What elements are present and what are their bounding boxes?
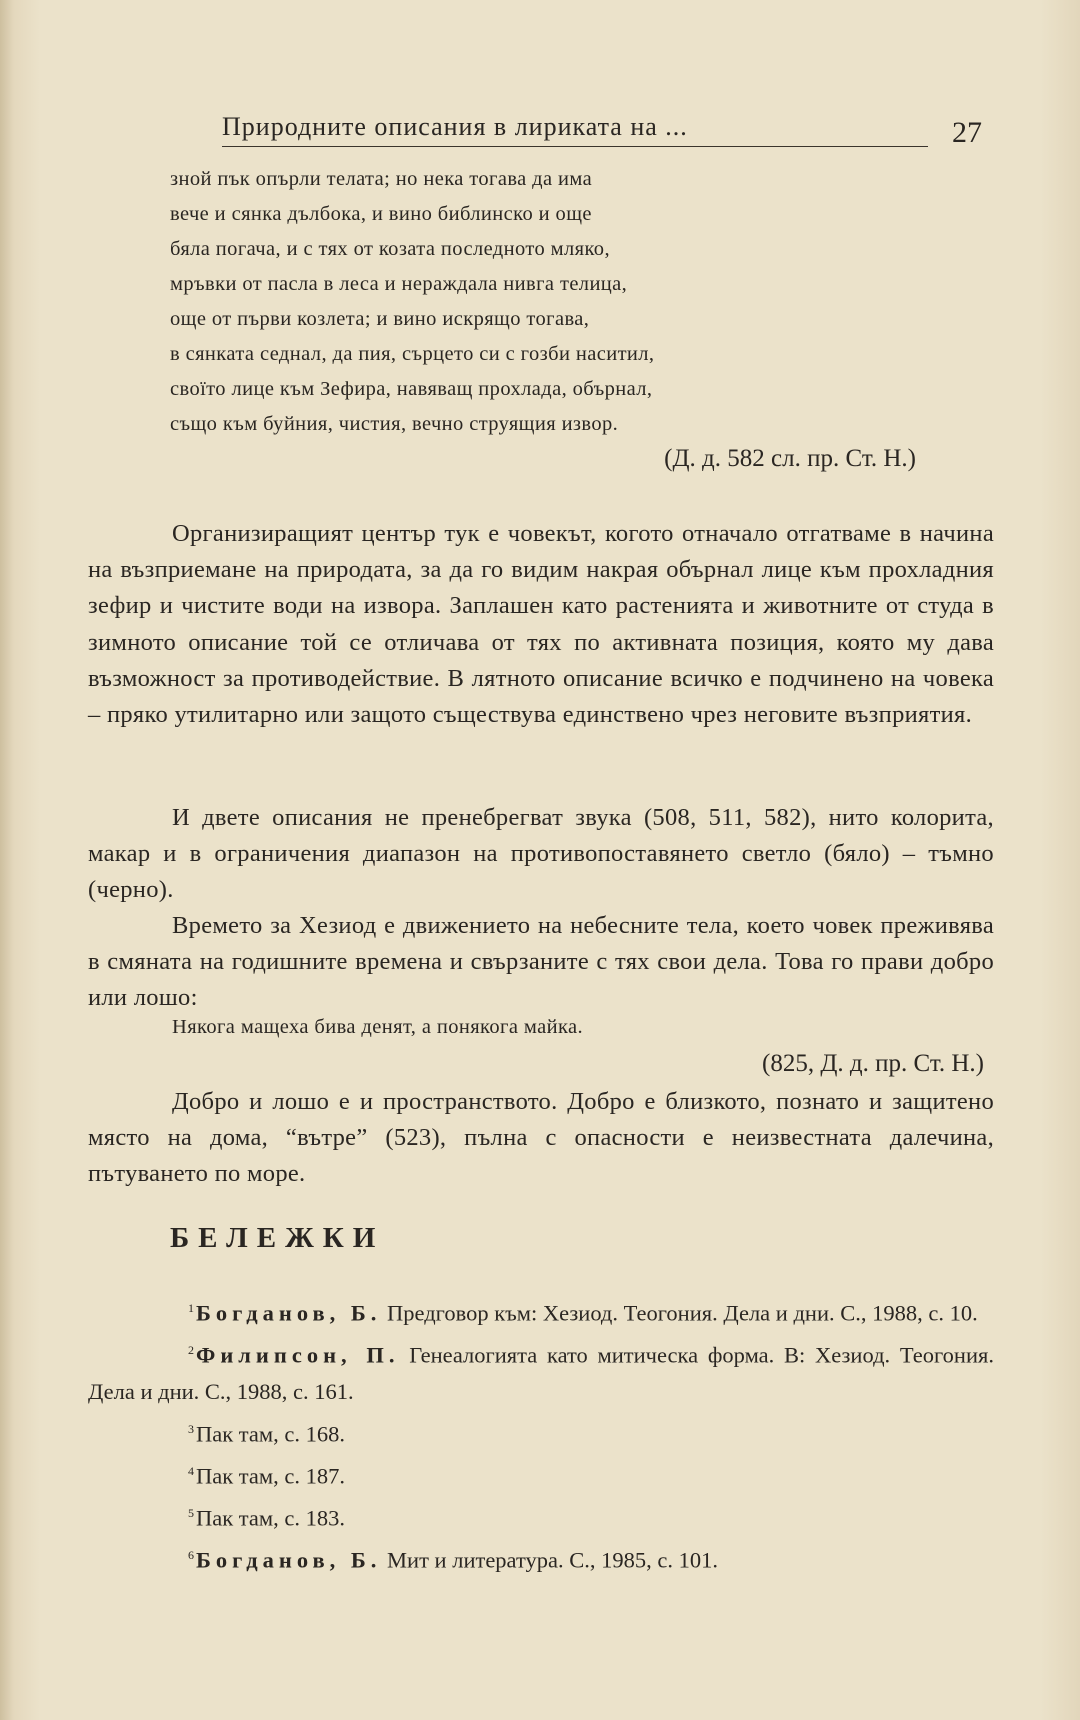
footnote-text: Мит и литература. С., 1985, с. 101. — [381, 1547, 718, 1572]
footnote-text: Генеалогията като митическа форма. В: Хезиод. Теогония. Дела и дни. С., 1988, с. 161. — [88, 1342, 994, 1404]
verse-line: бяла погача, и с тях от козата последното мляко, — [170, 238, 610, 260]
footnote — [88, 1411, 994, 1453]
footnote-author: Богданов, Б. — [196, 1300, 382, 1326]
footnotes-list — [88, 1290, 994, 1579]
verse-line: своїто лице към Зефира, навяващ прохлада, обърнал, — [170, 378, 653, 400]
footnote-author: Филипсон, П. — [196, 1342, 400, 1368]
paragraph-3 — [88, 908, 994, 1017]
footnote-number: 5 — [188, 1505, 194, 1520]
paragraph-text: Времето за Хезиод е движението на небесните тела, което човек преживява в смяната на годишните времена и свързаните с тях свои дела. Това го прави добро или лошо: — [88, 912, 994, 1012]
paragraph-4 — [88, 1084, 994, 1193]
running-header — [222, 112, 928, 147]
footnote-text: Пак там, с. 168. — [196, 1421, 345, 1446]
header-title: Природните описания в лириката на ... — [222, 112, 688, 141]
footnote-text: Пак там, с. 183. — [196, 1505, 345, 1530]
footnote — [88, 1290, 994, 1332]
inline-quote: Някога мащеха бива денят, а понякога майка. — [172, 1016, 584, 1038]
footnote-author: Богданов, Б. — [196, 1547, 382, 1572]
paragraph-text: И двете описания не пренебрегват звука (508, 511, 582), нито колорита, макар и в ограничения диапазон на противопоставянето светло (бяло) – тъмно (черно). — [88, 804, 994, 904]
paragraph-text: Добро и лошо е и пространството. Добро е близкото, познато и защитено място на дома, “вътре” (523), пълна с опасности е неизвестната далечина, пътуването по море. — [88, 1088, 994, 1188]
verse-line: в сянката седнал, да пия, сърцето си с гозби наситил, — [170, 343, 655, 365]
verse-source: (Д. д. 582 сл. пр. Ст. Н.) — [664, 445, 916, 472]
footnote-number: 2 — [188, 1343, 194, 1357]
footnote — [88, 1495, 994, 1537]
footnote-number: 6 — [188, 1547, 194, 1562]
footnote — [88, 1332, 994, 1411]
verse-line: също към буйния, чистия, вечно струящия извор. — [170, 413, 619, 435]
footnote — [88, 1537, 994, 1579]
footnote-text: Предговор към: Хезиод. Теогония. Дела и дни. С., 1988, с. 10. — [381, 1300, 978, 1326]
paragraph-1 — [88, 516, 994, 733]
notes-heading: БЕЛЕЖКИ — [170, 1222, 385, 1254]
paragraph-text: Организиращият център тук е човекът, когото отначало отгатваме в начина на възприемане на природата, за да го видим накрая обърнал лице към прохладния зефир и чистите води на извора. Заплашен като растенията и животните от студа в зимното описание той се отличава от тях по активната позиция, която му дава възможност за противодействие. В лятното описание всичко е подчинено на човека – пряко утилитарно или защото съществува единствено чрез неговите възприятия. — [88, 520, 994, 729]
page-number: 27 — [952, 116, 982, 149]
verse-line: мръвки от пасла в леса и нераждала нивга телица, — [170, 273, 628, 295]
paragraph-2 — [88, 800, 994, 909]
footnote-number: 4 — [188, 1463, 194, 1478]
footnote-number: 1 — [188, 1301, 194, 1315]
footnote-text: Пак там, с. 187. — [196, 1463, 345, 1488]
footnote — [88, 1453, 994, 1495]
footnote-number: 3 — [188, 1421, 194, 1436]
quote-source: (825, Д. д. пр. Ст. Н.) — [762, 1050, 984, 1077]
verse-line: зной пък опърли телата; но нека тогава да има — [170, 168, 593, 190]
verse-line: още от първи козлета; и вино искрящо тогава, — [170, 308, 590, 330]
verse-line: вече и сянка дълбока, и вино библинско и още — [170, 203, 592, 225]
verse-quote — [170, 162, 654, 442]
